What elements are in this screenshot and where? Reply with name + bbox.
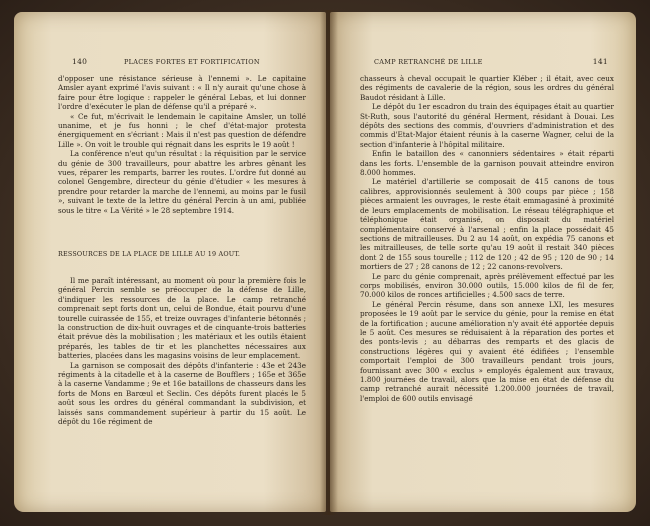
paragraph: La conférence n'eut qu'un résultat : la réquisition par le service du génie de 300 travailleurs, pour abattre les arbres gênant les vues, réparer les remparts, barrer les routes. L'ordre fut donné au colonel Gengembre, directeur du génie d'étudier « les mesures à prendre pour retarder la marche de l'ennemi, au moins par le fusil », suivant le texte de la lettre du général Percin à un ami, publiée sous le titre « La Vérité » le 28 septembre 1914.	[58, 149, 306, 215]
right-page-number: 141	[592, 57, 608, 66]
paragraph: Il me paraît intéressant, au moment où pour la première fois le général Percin semble se préoccuper de la défense de Lille, d'indiquer les ressources de la place. Le camp retranché comprenait sept forts dont un, celui de Bondue, était pourvu d'une tourelle cuirassée de 155, et treize ouvrages d'infanterie bétonnés ; la construction de dix-huit ouvrages et de cinquante-trois batteries était prévue dès la mobilisation ; les matériaux et les outils étaient préparés, les tables de tir et les planchettes nécessaires aux batteries, placées dans les magasins voisins de leur emplacement.	[58, 276, 306, 361]
left-page	[14, 12, 326, 512]
right-running-head: CAMP RETRANCHÉ DE LILLE	[374, 58, 483, 66]
book-gutter	[320, 10, 338, 515]
paragraph: « Ce fut, m'écrivait le lendemain le capitaine Amsler, un tollé unanime, et je fus honni ; le chef d'état-major protesta énergiquement en s'écriant : Mais il n'est pas question de défendre Lille ». On voit le trouble qui régnait dans les esprits le 19 août !	[58, 111, 306, 149]
paragraph: chasseurs à cheval occupait le quartier Kléber ; il était, avec ceux des régiments de cavalerie de la région, sous les ordres du général Baudot résidant à Lille.	[360, 74, 614, 102]
paragraph: Le matériel d'artillerie se composait de 415 canons de tous calibres, approvisionnés seulement à 300 coups par pièce ; 158 pièces armaient les ouvrages, le reste était emmagasiné à proximité de leurs emplacements de mobilisation. Le réseau télégraphique et téléphonique était organisé, on disposait du matériel complémentaire conservé à l'arsenal ; enfin la place possédait 45 sections de mitrailleuses. Du 2 au 14 août, on expédia 75 canons et les mitrailleuses, de telle sorte qu'au 19 août il restait 340 pièces dont 2 de 155 sous tourelle ; 112 de 120 ; 42 de 95 ; 120 de 90 ; 14 mortiers de 27 ; 28 canons de 12 ; 22 canons-revolvers.	[360, 177, 614, 272]
left-running-head: PLACES FORTES ET FORTIFICATION	[124, 58, 260, 66]
paragraph: d'opposer une résistance sérieuse à l'ennemi ». Le capitaine Amsler ayant exprimé l'avis suivant : « Il n'y aurait qu'une chose à faire pour être logique : rappeler le général Lebas, et lui donner l'ordre d'exécuter le plan de défense qu'il a préparé ».	[58, 74, 306, 112]
left-text-bottom	[58, 276, 306, 427]
right-text	[360, 74, 614, 403]
section-heading: RESSOURCES DE LA PLACE DE LILLE AU 19 AOUT.	[58, 250, 241, 258]
paragraph: Le parc du génie comprenait, après prélèvement effectué par les corps mobilisés, environ 30.000 outils, 15.000 kilos de fil de fer, 70.000 kilos de ronces artificielles ; 4.500 sacs de terre.	[360, 271, 614, 300]
left-text-top	[58, 74, 306, 215]
paragraph: Le dépôt du 1er escadron du train des équipages était au quartier St-Ruth, sous l'autorité du général Herment, résidant à Douai. Les dépôts des sections des commis, d'ouvriers d'administration et des commis d'Etat-Major étaient réunis à la caserne Wagner, celui de la section d'infanterie à l'hôpital militaire.	[360, 102, 614, 149]
paragraph: La garnison se composait des dépôts d'infanterie : 43e et 243e régiments à la citadelle et à la caserne de Boufflers ; 165e et 365e à la caserne Vandamme ; 9e et 16e bataillons de chasseurs dans les forts de Mons en Barœul et Seclin. Ces dépôts furent placés le 5 août sous les ordres du général commandant la subdivision, et laissés sans commandement supérieur à partir du 15 août. Le dépôt du 16e régiment de	[58, 360, 306, 427]
left-page-header	[14, 58, 326, 68]
right-page	[330, 12, 636, 512]
left-page-number: 140	[72, 57, 88, 66]
paragraph: Enfin le bataillon des « canonniers sédentaires » était réparti dans les forts. L'ensemble de la garnison pouvait atteindre environ 8.000 hommes.	[360, 149, 614, 178]
right-page-header	[330, 58, 636, 68]
paragraph: Le général Percin résume, dans son annexe LXI, les mesures proposées le 19 août par le service du génie, pour la remise en état de la fortification ; aucune amélioration n'y avait été apportée depuis le 5 août. Ces mesures se réduisaient à la réparation des portes et des ponts-levis ; au débarras des remparts et des glacis de constructions légères qui y avaient été édifiées ; l'ensemble comportait l'emploi de 300 travailleurs pendant trois jours, fournissant avec 300 « exclus » employés également aux travaux, 1.800 journées de travail, alors que la mise en état de défense du camp retranché aurait nécessité 1.200.000 journées de travail, l'emploi de 600 outils envisagé	[360, 299, 614, 403]
